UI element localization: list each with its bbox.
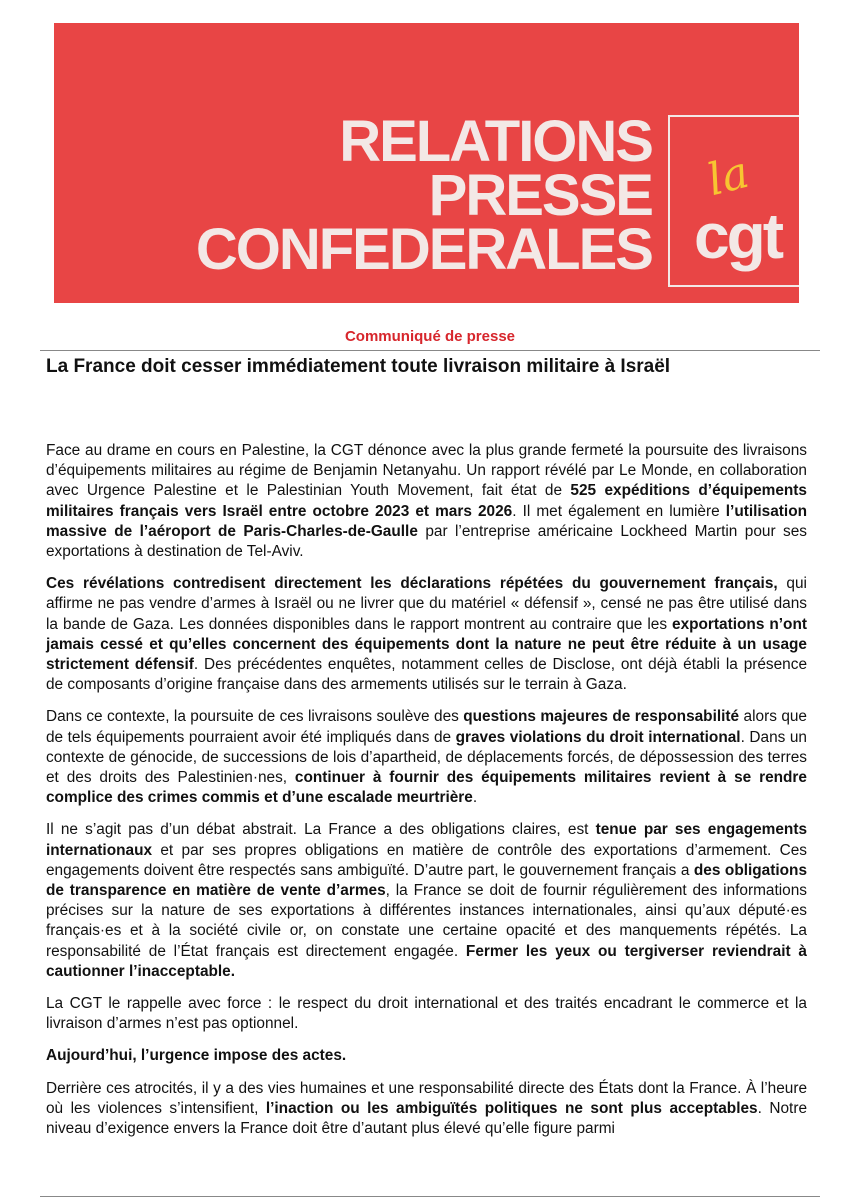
p4-bold-1: tenue par ses engagements internationaux [46, 821, 807, 859]
article-body [46, 441, 807, 1151]
press-banner [54, 23, 799, 303]
paragraph-6 [46, 1046, 807, 1066]
cgt-logo [668, 115, 799, 287]
p1-bold-1: 525 expéditions d’équipements militaires français vers Israël entre octobre 2023 et mars 2026 [46, 482, 807, 520]
p3-bold-3: continuer à fournir des équipements militaires revient à se rendre complice des crimes commis et d’une escalade meurtrière [46, 769, 807, 807]
p3-text-2: alors que de tels équipements pourraient avoir été impliqués dans de [46, 708, 807, 746]
paragraph-3 [46, 707, 807, 808]
p3-text-4: . [472, 789, 478, 807]
paragraph-7 [46, 1079, 807, 1140]
p6-bold-1: Aujourd’hui, l’urgence impose des actes. [46, 1047, 347, 1065]
paragraph-5 [46, 994, 807, 1034]
p4-bold-2: des obligations de transparence en matière de vente d’armes [46, 861, 808, 900]
p2-bold-1: Ces révélations contredisent directement les déclarations répétées du gouvernement français, [46, 575, 778, 593]
banner-line-confederales: CONFEDERALES [195, 217, 652, 282]
p3-text-1: Dans ce contexte, la poursuite de ces livraisons soulève des [46, 708, 464, 726]
p1-bold-2: l’utilisation massive de l’aéroport de Paris-Charles-de-Gaulle [46, 502, 807, 540]
paragraph-2 [46, 574, 807, 695]
p4-bold-3: Fermer les yeux ou tergiverser reviendrait à cautionner l’inacceptable. [46, 942, 807, 980]
p2-text-1: qui affirme ne pas vendre d’armes à Israël ou ne livrer que du matériel « défensif », censé ne pas être utilisé dans la bande de Gaza. Les données disponibles dans le rapport montrent au contraire que les [46, 575, 807, 633]
page-title: La France doit cesser immédiatement toute livraison militaire à Israël [46, 356, 671, 377]
p7-bold-1: l’inaction ou les ambiguïtés politiques ne sont plus acceptables [265, 1099, 758, 1117]
p5-text-1: La CGT le rappelle avec force : le respect du droit international et des traités encadrant le commerce et la livraison d’armes n’est pas optionnel. [46, 995, 807, 1033]
p1-text-3: par l’entreprise américaine Lockheed Martin pour ses exportations à destination de Tel-Aviv. [46, 522, 807, 561]
footer-divider [40, 1196, 820, 1197]
p7-text-1: Derrière ces atrocités, il y a des vies humaines et une responsabilité directe des États dont la France. À l’heure où les violences s’intensifient, [46, 1079, 807, 1117]
p7-text-2: . Notre niveau d’exigence envers la France doit être d’autant plus élevé qu’elle figure parmi [46, 1099, 808, 1138]
p3-bold-2: graves violations du droit international [455, 728, 741, 746]
paragraph-4 [46, 820, 807, 982]
logo-cgt-text: cgt [694, 200, 781, 272]
banner-title [184, 109, 652, 282]
logo-la-text: la [702, 146, 754, 207]
p4-text-1: Il ne s’agit pas d’un débat abstrait. La France a des obligations claires, est [46, 821, 596, 839]
p2-bold-2: exportations n’ont jamais cessé et qu’elles concernent des équipements dont la nature ne peut être réduite à un usage strictement défensif [46, 615, 807, 674]
p3-text-3: . Dans un contexte de génocide, de successions de lois d’apartheid, de déplacements forcés, de dépossession des terres et des droits des Palestinien·nes, [46, 728, 807, 787]
paragraph-1 [46, 441, 807, 562]
p4-text-3: , la France se doit de fournir régulièrement des informations précises sur la nature de ses exportations à différentes instances internationales, ainsi qu’aux député·es français·es et à la société civile or, on constate une certaine opacité et des manquements répétés. La responsabilité de l’État français est directement engagée. [46, 882, 807, 960]
press-release-kicker: Communiqué de presse [344, 328, 516, 345]
p1-text-2: . Il met également en lumière [512, 502, 726, 520]
p2-text-2: . Des précédentes enquêtes, notamment celles de Disclose, ont déjà établi la présence de composants d’origine française dans des armements utilisés sur le terrain à Gaza. [46, 656, 808, 694]
p1-text-1: Face au drame en cours en Palestine, la CGT dénonce avec la plus grande fermeté la poursuite des livraisons d’équipements militaires au régime de Benjamin Netanyahu. Un rapport révélé par Le Monde, en collaboration avec Urgence Palestine et le Palestinian Youth Movement, fait état de [46, 442, 807, 500]
p3-bold-1: questions majeures de responsabilité [463, 708, 740, 726]
header-divider [40, 350, 820, 351]
banner-line-relations: RELATIONS [339, 109, 652, 174]
banner-line-presse: PRESSE [428, 163, 652, 228]
p4-text-2: et par ses propres obligations en matière de contrôle des exportations d’armement. Ces engagements doivent être respectés sans ambiguïté. D’autre part, le gouvernement français a [46, 841, 807, 879]
